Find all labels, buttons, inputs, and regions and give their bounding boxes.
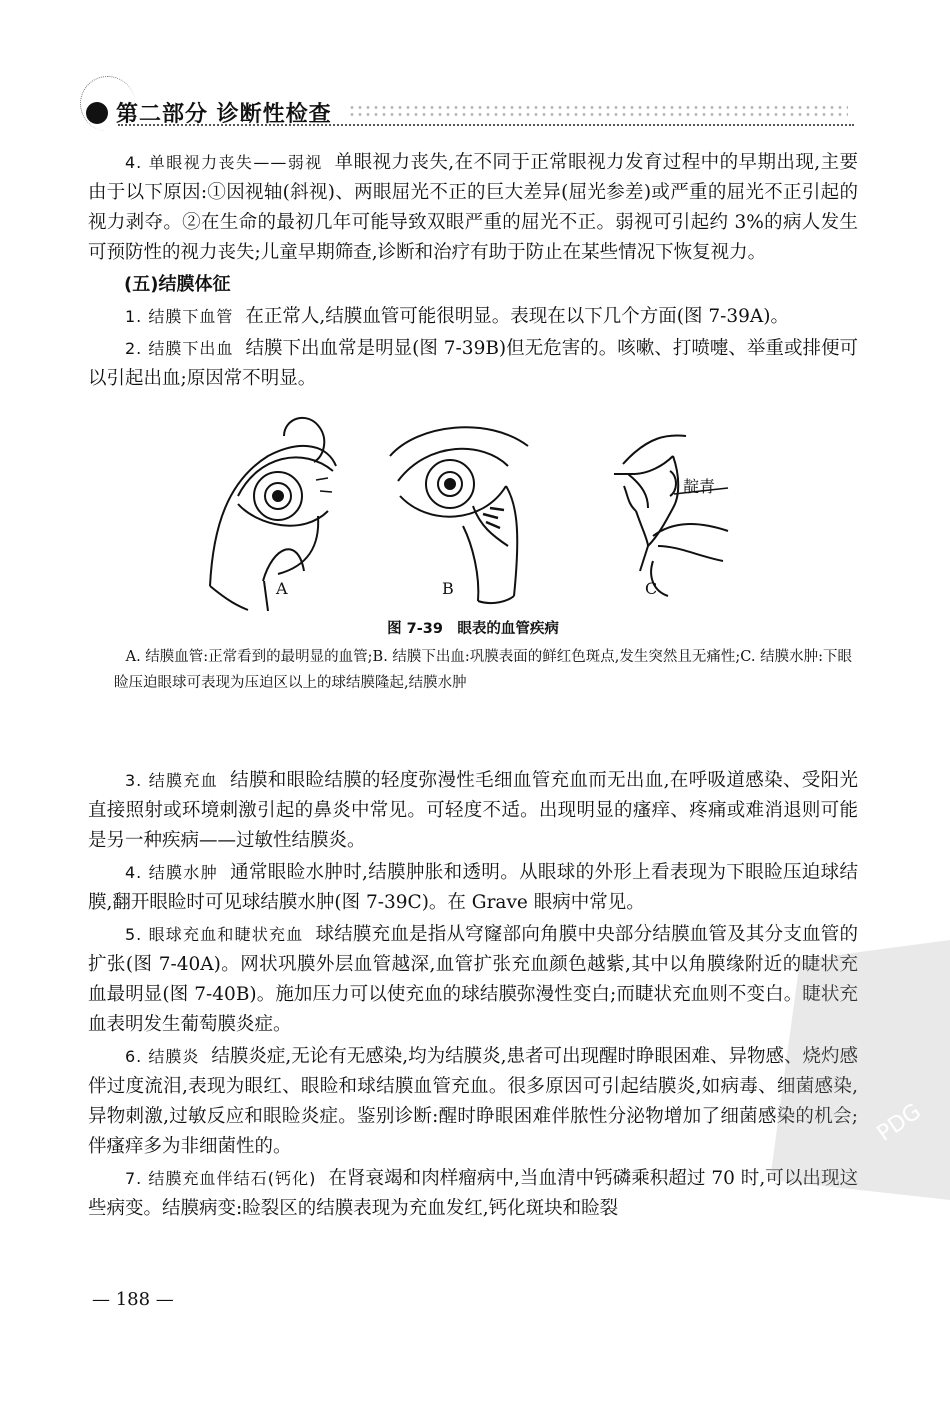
paragraph-text: 在正常人,结膜血管可能很明显。表现在以下几个方面(图 7-39A)。 [245,306,789,327]
paragraph-term: 1. 结膜下血管 [125,307,234,326]
paragraph-amblyopia [88,148,858,268]
paragraph-ciliary-flush [88,920,858,1040]
paragraph-conjunctival-congestion [88,766,858,856]
panel-label-a: A [276,579,288,598]
paragraph-conjunctivitis [88,1042,858,1162]
paragraph-term: 6. 结膜炎 [125,1047,200,1066]
paragraph-subconjunctival-vessels [88,302,858,332]
panel-label-c: C [645,579,658,598]
page-body [88,148,858,1226]
section-heading: (五)结膜体征 [124,274,231,295]
paragraph-term: 4. 单眼视力丧失——弱视 [125,153,323,172]
figure-illustration [88,396,858,611]
paragraph-text: 结膜下出血常是明显(图 7-39B)但无危害的。咳嗽、打喷嚏、举重或排便可以引起出血;原因常不明显。 [88,338,858,389]
header-bullet-icon [86,102,108,124]
header-rule [118,124,854,126]
eye-illustration-b [390,427,528,603]
pdg-watermark [760,940,950,1200]
paragraph-term: 4. 结膜水肿 [125,863,219,882]
page-number: — 188 — [92,1289,174,1310]
paragraph-text: 通常眼睑水肿时,结膜肿胀和透明。从眼球的外形上看表现为下眼睑压迫球结膜,翻开眼睑时可见球结膜水肿(图 7-39C)。在 Grave 眼病中常见。 [88,862,858,913]
paragraph-text: 单眼视力丧失,在不同于正常眼视力发育过程中的早期出现,主要由于以下原因:①因视轴(斜视)、两眼屈光不正的巨大差异(屈光参差)或严重的屈光不正引起的视力剥夺。②在生命的最初几年可能导致双眼严重的屈光不正。弱视可引起约 3%的病人发生可预防性的视力丧失;儿童早期筛查,诊断和治疗有助于防止在某些情况下恢复视力。 [88,152,859,263]
watermark-text: PDG [872,1099,926,1147]
running-header-title: 第二部分 诊断性检查 [116,102,332,127]
panel-label-b: B [442,579,454,598]
paragraph-text: 结膜炎症,无论有无感染,均为结膜炎,患者可出现醒时睁眼困难、异物感、烧灼感伴过度流泪,表现为眼红、眼睑和球结膜血管充血。很多原因可引起结膜炎,如病毒、细菌感染,异物刺激,过敏反应和眼睑炎症。鉴别诊断:醒时睁眼困难伴脓性分泌物增加了细菌感染的机会;伴瘙痒多为非细菌性的。 [88,1046,859,1157]
eye-illustration-c [614,435,728,596]
paragraph-term: 3. 结膜充血 [125,771,219,790]
paragraph-text: 结膜和眼睑结膜的轻度弥漫性毛细血管充血而无出血,在呼吸道感染、受阳光直接照射或环境刺激引起的鼻炎中常见。可轻度不适。出现明显的瘙痒、疼痛或难消退则可能是另一种疾病——过敏性结膜炎。 [88,770,858,851]
figure-title: 图 7-39 眼表的血管疾病 [387,621,559,637]
paragraph-calcification [88,1164,858,1224]
figure-7-39 [88,396,858,766]
paragraph-term: 5. 眼球充血和睫状充血 [125,925,304,944]
annotation-indigo: 靛青 [683,477,716,496]
paragraph-text: 球结膜充血是指从穹窿部向角膜中央部分结膜血管及其分支血管的扩张(图 7-40A)。网状巩膜外层血管越深,血管扩张充血颜色越紫,其中以角膜缘附近的睫状充血最明显(图 7-40B)。施加压力可以使充血的球结膜弥漫性变白;而睫状充血则不变白。睫状充血表明发生葡萄膜炎症。 [88,924,858,1035]
paragraph-term: 2. 结膜下出血 [125,339,234,358]
eye-illustration-a [210,418,336,611]
header-dotted-pattern [348,104,848,118]
paragraph-term: 7. 结膜充血伴结石(钙化) [125,1169,317,1188]
paragraph-chemosis [88,858,858,918]
paragraph-subconjunctival-hemorrhage [88,334,858,394]
figure-caption: A. 结膜血管:正常看到的最明显的血管;B. 结膜下出血:巩膜表面的鲜红色斑点,发生突然且无痛性;C. 结膜水肿:下眼睑压迫眼球可表现为压迫区以上的球结膜隆起,结膜水肿 [114,649,852,691]
paragraph-text: 在肾衰竭和肉样瘤病中,当血清中钙磷乘积超过 70 时,可以出现这些病变。结膜病变:睑裂区的结膜表现为充血发红,钙化斑块和睑裂 [88,1168,858,1219]
